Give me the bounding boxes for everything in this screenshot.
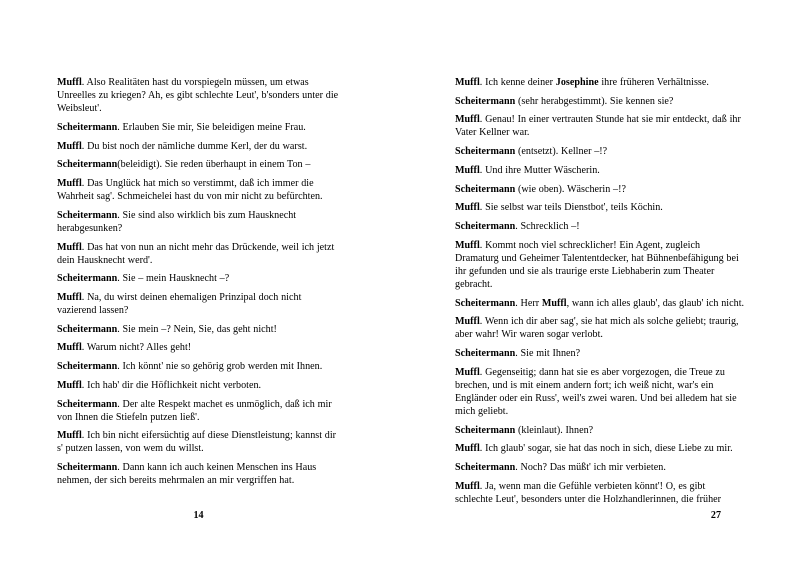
speaker-name: Muffl (57, 140, 82, 152)
speaker-name: Scheitermann (455, 95, 516, 107)
speech-text: Kommt noch viel schrecklicher! Ein Agent, zugleich Dramaturg und Geheimer Talententdecker, hat Bühnenbefähigung bei ihr gefunden und sie als traurige erste Liebhaberin zum Theater gebracht. (455, 239, 739, 290)
speech-text: Gegenseitig; dann hat sie es aber vorgezogen, die Treue zu brechen, und is mit einem andern fort; ich weiß nicht, war's ein Engländer oder ein Russ', weil's zwei waren. Und bei alledem hat sie mich geliebt. (455, 366, 737, 417)
stage-direction: (wie oben). (515, 183, 565, 195)
speech-text: Das hat von nun an nicht mehr das Drückende, weil ich jetzt dein Hausknecht werd'. (57, 241, 335, 266)
speaker-punctuation: . (117, 121, 120, 133)
stage-direction: (entsetzt). (515, 146, 559, 158)
speaker-punctuation: . (515, 462, 518, 474)
speaker-punctuation: . (81, 291, 85, 303)
speech-text: Sie selbst war teils Dienstbot', teils Köchin. (482, 202, 663, 214)
speech-text: Dann kann ich auch keinen Menschen ins Haus nehmen, der sich bereits mehrmalen an mir vergriffen hat. (57, 462, 317, 487)
speech-text: Noch? Das müßt' ich mir verbieten. (517, 462, 666, 474)
speaker-name: Muffl (57, 291, 82, 303)
speech-text: Das Unglück hat mich so verstimmt, daß ich immer die Wahrheit sag'. Schmeichelei hast du von mir nicht zu befürchten. (57, 177, 323, 203)
left-page-body (57, 76, 340, 487)
speech-paragraph (455, 366, 745, 418)
speech-text: Sie reden überhaupt in einem Ton – (162, 159, 311, 171)
speech-paragraph (57, 140, 340, 153)
speech-text: Schrecklich –! (517, 220, 580, 232)
speaker-name: Scheitermann (57, 361, 118, 373)
left-page (57, 76, 340, 566)
speech-text: Und ihre Mutter Wäscherin. (482, 164, 600, 176)
speech-paragraph (57, 121, 340, 134)
speaker-name: Scheitermann (57, 121, 118, 133)
speaker-punctuation: . (479, 443, 483, 455)
speech-paragraph (455, 220, 745, 233)
speaker-name: Muffl (455, 443, 480, 455)
speaker-punctuation: . (117, 462, 120, 474)
speech-paragraph (455, 76, 745, 89)
speech-paragraph (455, 201, 745, 214)
speaker-name: Scheitermann (455, 462, 516, 474)
speech-text: Genau! In einer vertrauten Stunde hat sie mir entdeckt, daß ihr Vater Kellner war. (455, 114, 741, 139)
speech-paragraph (57, 241, 340, 267)
speech-text: Wäscherin –!? (564, 183, 626, 195)
speaker-name: Scheitermann (57, 159, 118, 171)
right-page-body (455, 76, 745, 506)
speaker-name: Muffl (57, 177, 82, 189)
speaker-punctuation: . (81, 241, 85, 253)
speaker-punctuation: . (117, 361, 120, 373)
speaker-punctuation: . (479, 114, 483, 126)
speaker-name: Muffl (57, 342, 82, 354)
speaker-punctuation: . (117, 323, 120, 335)
speaker-punctuation: . (81, 379, 85, 391)
speaker-name: Muffl (455, 164, 480, 176)
speaker-name: Muffl (455, 114, 480, 126)
speech-paragraph (57, 429, 340, 455)
speech-paragraph (455, 442, 745, 455)
speech-text: Ja, wenn man die Gefühle verbieten könnt'! O, es gibt schlechte Leut', besonders unter die Holzhandlerinnen, die früher (455, 480, 722, 505)
speech-paragraph (57, 398, 340, 424)
speaker-name: Scheitermann (455, 220, 516, 232)
speech-paragraph (57, 461, 340, 487)
speaker-punctuation: . (81, 177, 85, 189)
speech-text: Herr (517, 297, 542, 309)
speaker-punctuation: . (479, 316, 483, 328)
speech-paragraph (57, 158, 340, 171)
speaker-name: Muffl (455, 316, 480, 328)
speech-text: Der alte Respekt machet es unmöglich, daß ich mir von Ihnen die Stiefeln putzen ließ'. (57, 398, 332, 423)
speaker-punctuation: . (515, 348, 518, 360)
page-number-left: 14 (193, 510, 204, 521)
speaker-name: Scheitermann (57, 462, 118, 474)
speech-paragraph (455, 145, 745, 158)
speaker-punctuation: . (479, 366, 483, 378)
speaker-punctuation: . (479, 480, 483, 492)
speech-paragraph (57, 323, 340, 336)
speaker-punctuation: . (479, 77, 483, 88)
speaker-punctuation: . (81, 342, 85, 354)
speaker-punctuation: . (117, 273, 120, 285)
speech-text-continued: , wann ich alles glaub', das glaub' ich nicht. (566, 297, 745, 309)
stage-direction: (beleidigt). (117, 159, 163, 171)
speech-paragraph (455, 113, 745, 139)
speaker-punctuation: . (515, 220, 518, 232)
speaker-name: Muffl (57, 77, 82, 88)
speech-text-continued: ihre früheren Verhältnisse. (598, 77, 709, 88)
speaker-punctuation: . (479, 164, 483, 176)
speech-paragraph (57, 76, 340, 115)
speaker-name: Muffl (455, 366, 480, 378)
speaker-name: Muffl (57, 241, 82, 253)
speech-paragraph (455, 239, 745, 291)
speaker-name: Scheitermann (57, 273, 118, 285)
right-page (455, 76, 745, 566)
speech-paragraph (57, 209, 340, 235)
speech-paragraph (455, 480, 745, 506)
speaker-name: Scheitermann (57, 209, 118, 221)
speech-text: Ich bin nicht eifersüchtig auf diese Dienstleistung; kannst dir s' putzen lassen, von wem du willst. (57, 430, 337, 455)
speech-paragraph (455, 347, 745, 360)
emphasized-name: Muffl (541, 297, 567, 309)
page-number-right: 27 (710, 510, 721, 521)
speech-paragraph (455, 461, 745, 474)
speech-paragraph (57, 379, 340, 392)
speaker-name: Scheitermann (57, 398, 118, 410)
speech-text: Sie mit Ihnen? (517, 348, 581, 360)
speaker-punctuation: . (117, 209, 120, 221)
speech-text: Sie kennen sie? (607, 95, 674, 107)
speech-text: Ihnen? (562, 424, 594, 436)
speech-text: Warum nicht? Alles geht! (84, 342, 192, 354)
speaker-punctuation: . (515, 297, 518, 309)
speech-paragraph (57, 360, 340, 373)
speaker-name: Scheitermann (455, 183, 516, 195)
speaker-name: Scheitermann (455, 146, 516, 158)
speaker-punctuation: . (81, 77, 85, 88)
stage-direction: (kleinlaut). (515, 424, 563, 436)
speaker-name: Muffl (455, 202, 480, 214)
speaker-punctuation: . (81, 430, 85, 442)
speaker-name: Scheitermann (455, 297, 516, 309)
speech-text: Ich könnt' nie so gehörig grob werden mit Ihnen. (119, 361, 323, 373)
speaker-punctuation: . (117, 398, 120, 410)
speaker-punctuation: . (479, 239, 483, 251)
speech-paragraph (455, 424, 745, 437)
speech-paragraph (57, 272, 340, 285)
speech-text: Also Realitäten hast du vorspiegeln müssen, um etwas Unreelles zu kriegen? Ah, es gibt schlechte Leut', b'sonders unter die Weibsleut'. (57, 77, 339, 115)
speech-text: Ich hab' dir die Höflichkeit nicht verboten. (84, 379, 262, 391)
speaker-punctuation: . (81, 140, 85, 152)
speech-text: Du bist noch der nämliche dumme Kerl, der du warst. (84, 140, 308, 152)
speaker-name: Muffl (57, 430, 82, 442)
speech-text: Sie – mein Hausknecht –? (119, 273, 230, 285)
emphasized-name: Josephine (555, 77, 599, 88)
speech-paragraph (455, 315, 745, 341)
speech-text: Sie mein –? Nein, Sie, das geht nicht! (119, 323, 277, 335)
speech-text: Wenn ich dir aber sag', sie hat mich als solche geliebt; traurig, aber wahr! Wir waren sogar verlobt. (455, 316, 739, 341)
speech-paragraph (455, 95, 745, 108)
speaker-name: Scheitermann (455, 424, 516, 436)
speech-text: Na, du wirst deinen ehemaligen Prinzipal doch nicht vazierend lassen? (57, 291, 302, 317)
stage-direction: (sehr herabgestimmt). (515, 95, 608, 107)
speech-paragraph (57, 341, 340, 354)
speaker-punctuation: . (479, 202, 483, 214)
speech-text: Kellner –!? (558, 146, 608, 158)
speech-paragraph (455, 297, 745, 310)
speaker-name: Muffl (455, 480, 480, 492)
speech-paragraph (455, 164, 745, 177)
speech-paragraph (57, 177, 340, 203)
speech-paragraph (455, 183, 745, 196)
speech-text: Ich glaub' sogar, sie hat das noch in sich, diese Liebe zu mir. (482, 443, 733, 455)
speaker-name: Muffl (455, 77, 480, 88)
speech-text: Ich kenne deiner (482, 77, 556, 88)
speech-paragraph (57, 291, 340, 317)
speaker-name: Muffl (455, 239, 480, 251)
speech-text: Sie sind also wirklich bis zum Hausknecht herabgesunken? (57, 209, 297, 234)
speaker-name: Scheitermann (455, 348, 516, 360)
speaker-name: Scheitermann (57, 323, 118, 335)
speech-text: Erlauben Sie mir, Sie beleidigen meine Frau. (119, 121, 306, 133)
speaker-name: Muffl (57, 379, 82, 391)
